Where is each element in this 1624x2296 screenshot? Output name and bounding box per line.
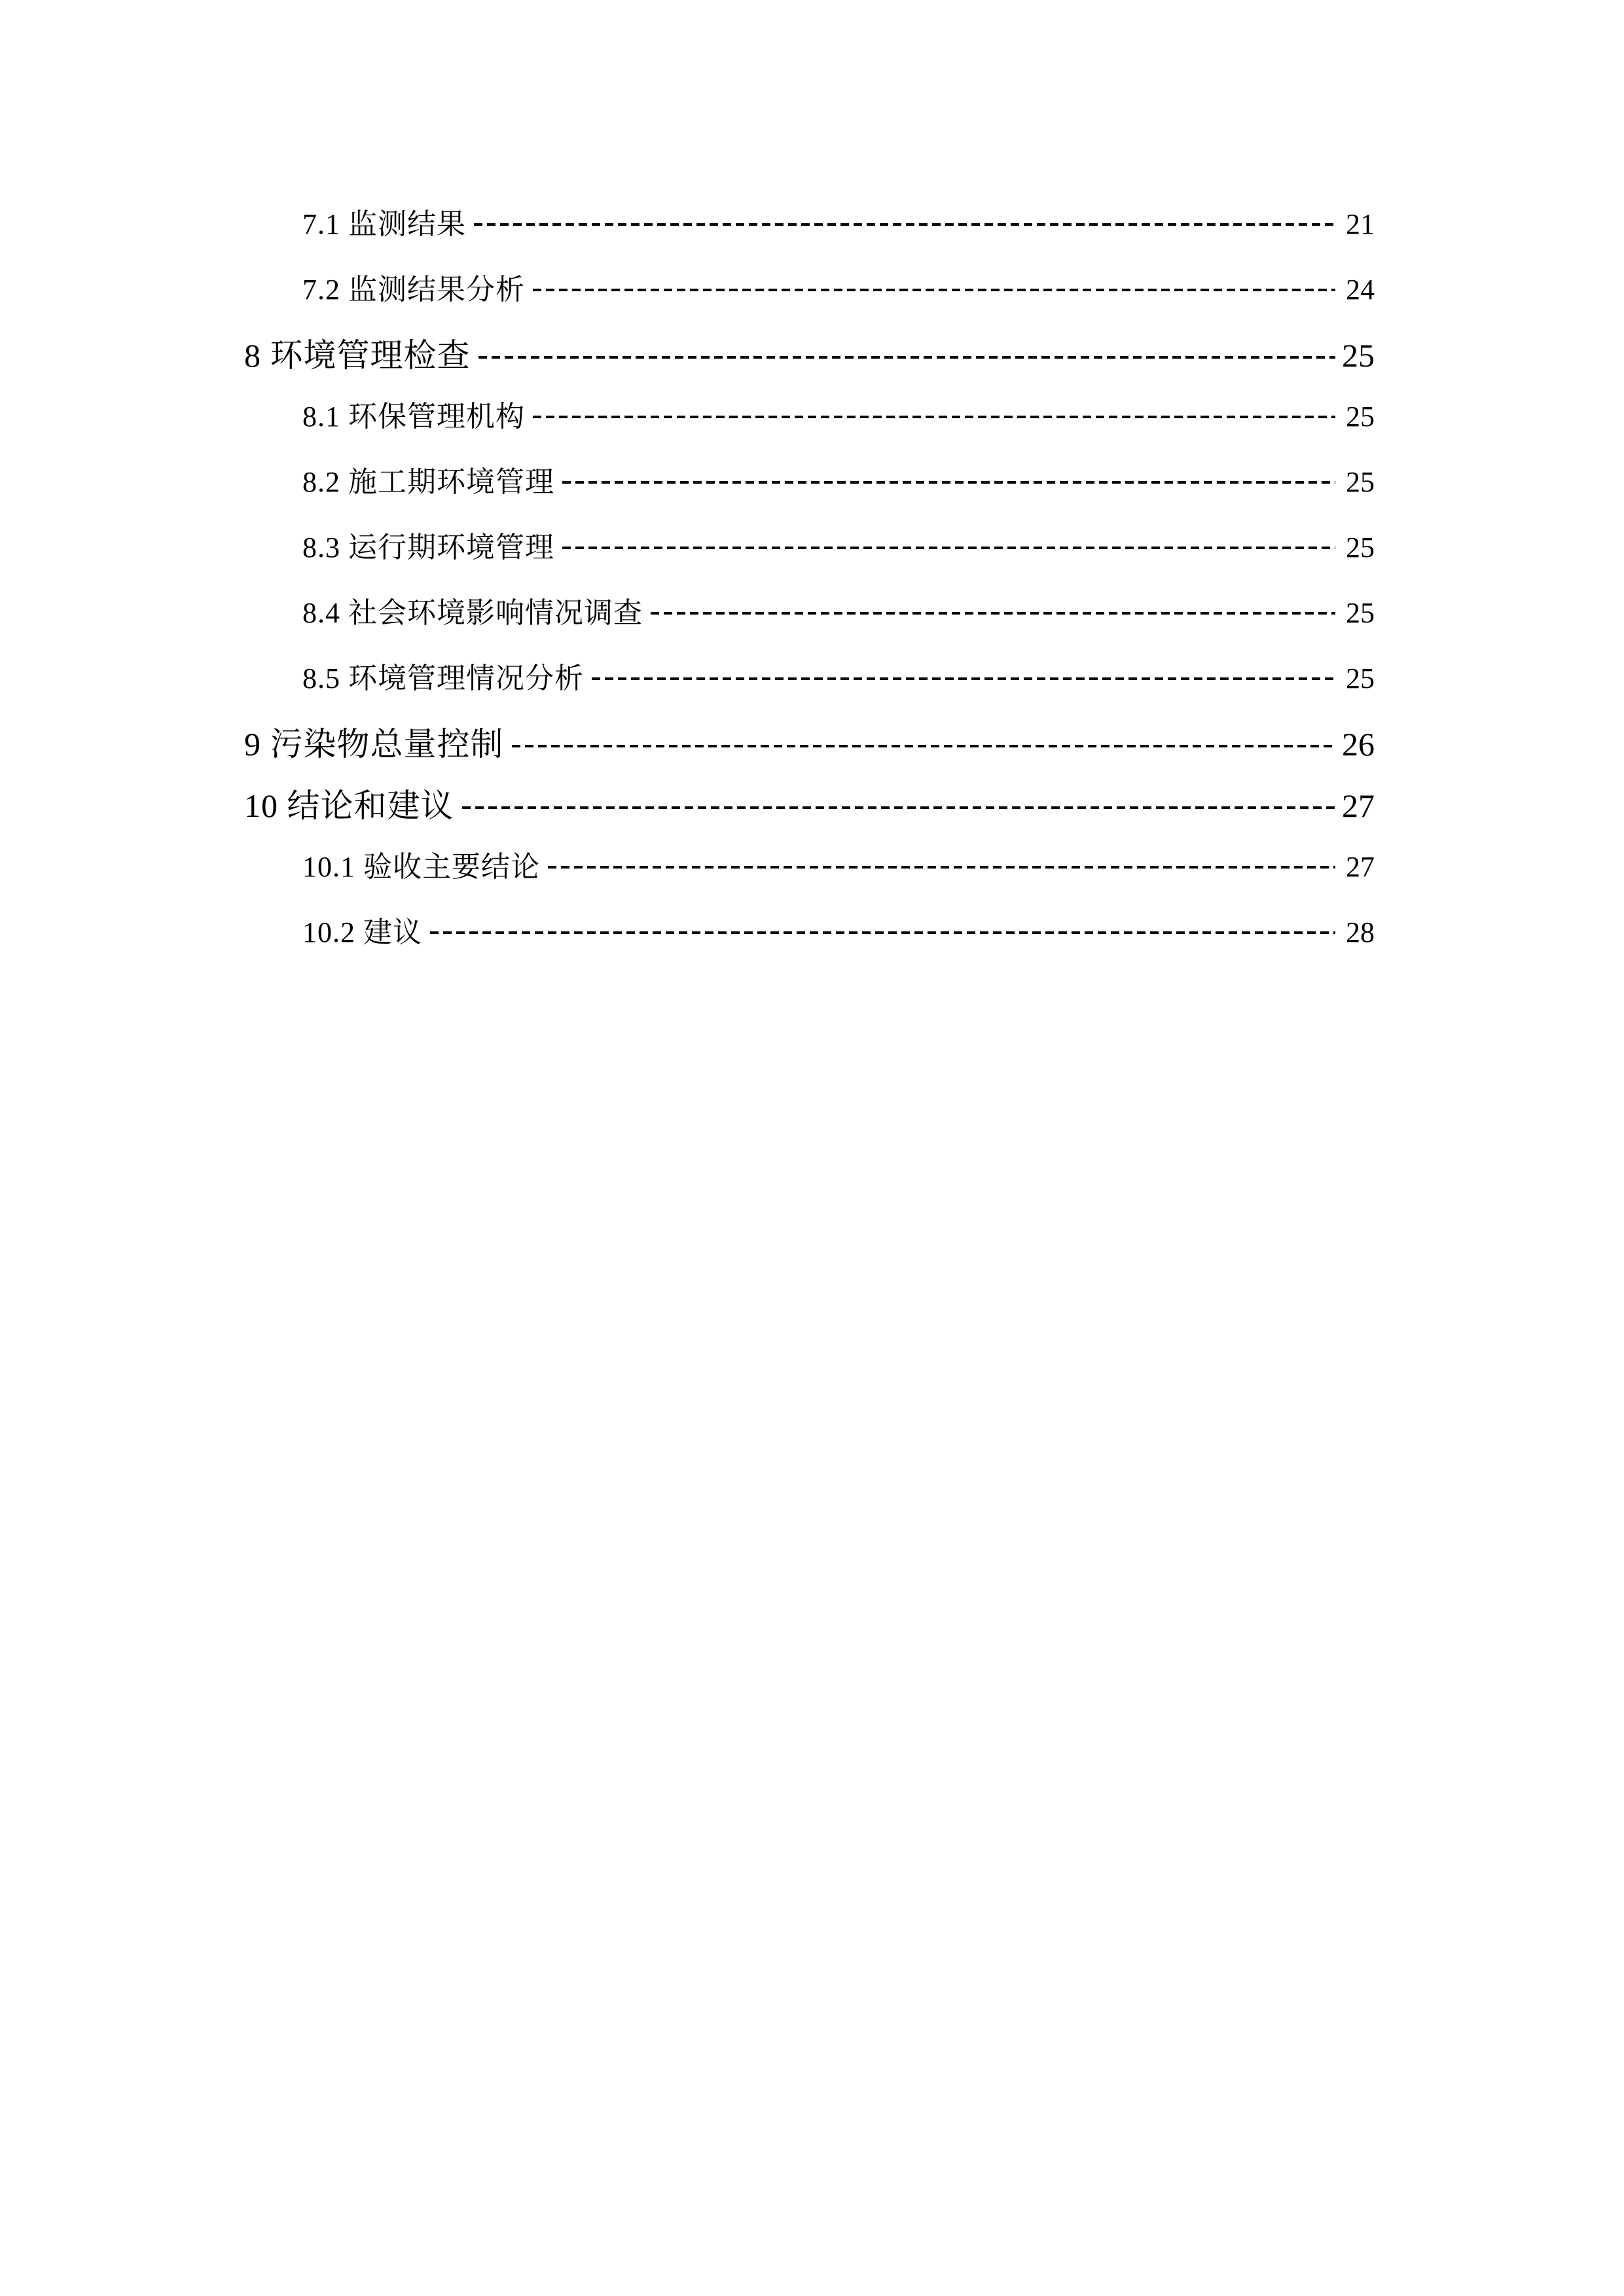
toc-entry-page: 27 <box>1346 851 1375 883</box>
toc-row <box>244 450 1375 515</box>
toc-entry-label: 8.1 环保管理机构 <box>302 401 525 433</box>
toc-dashed-leader <box>474 223 1335 226</box>
toc-entry-page: 21 <box>1346 208 1375 240</box>
toc-row <box>244 646 1375 711</box>
toc-entry-label: 7.1 监测结果 <box>302 208 466 240</box>
toc-dashed-leader <box>548 866 1335 869</box>
toc-row <box>244 323 1375 384</box>
toc-dashed-leader <box>651 612 1335 615</box>
toc-row <box>244 834 1375 900</box>
toc-entry-page: 25 <box>1346 401 1375 433</box>
toc-entry-page: 25 <box>1342 337 1375 374</box>
toc-entry-page: 24 <box>1346 274 1375 306</box>
toc-entry-page: 25 <box>1346 466 1375 498</box>
toc-dashed-leader <box>562 481 1335 484</box>
toc-row <box>244 773 1375 834</box>
toc-entry-label: 8.5 环境管理情况分析 <box>302 662 584 694</box>
toc-row <box>244 384 1375 450</box>
toc-row <box>244 515 1375 581</box>
toc-dashed-leader <box>562 547 1335 549</box>
toc-dashed-leader <box>462 806 1336 809</box>
toc-entry-label: 10.2 建议 <box>302 916 422 948</box>
toc-row <box>244 711 1375 773</box>
toc-dashed-leader <box>430 931 1335 934</box>
toc-row <box>244 192 1375 257</box>
toc-entry-label: 10.1 验收主要结论 <box>302 851 540 883</box>
toc-row <box>244 257 1375 323</box>
toc-entry-label: 7.2 监测结果分析 <box>302 274 525 306</box>
toc-entry-label: 8 环境管理检查 <box>244 337 471 374</box>
toc-entry-label: 9 污染物总量控制 <box>244 726 504 762</box>
toc-dashed-leader <box>592 677 1335 680</box>
toc-entry-page: 25 <box>1346 531 1375 564</box>
toc-entry-page: 26 <box>1342 726 1375 762</box>
toc-entry-label: 8.4 社会环境影响情况调查 <box>302 597 643 629</box>
toc-list <box>244 192 1375 965</box>
toc-dashed-leader <box>533 289 1335 291</box>
toc-dashed-leader <box>533 416 1335 418</box>
toc-entry-label: 8.2 施工期环境管理 <box>302 466 554 498</box>
toc-entry-label: 10 结论和建议 <box>244 787 454 824</box>
toc-entry-page: 25 <box>1346 662 1375 694</box>
toc-entry-page: 25 <box>1346 597 1375 629</box>
toc-row <box>244 900 1375 965</box>
toc-entry-page: 28 <box>1346 916 1375 948</box>
toc-row <box>244 581 1375 646</box>
toc-entry-page: 27 <box>1342 787 1375 824</box>
toc-dashed-leader <box>478 356 1336 359</box>
toc-dashed-leader <box>512 745 1336 747</box>
toc-entry-label: 8.3 运行期环境管理 <box>302 531 554 564</box>
